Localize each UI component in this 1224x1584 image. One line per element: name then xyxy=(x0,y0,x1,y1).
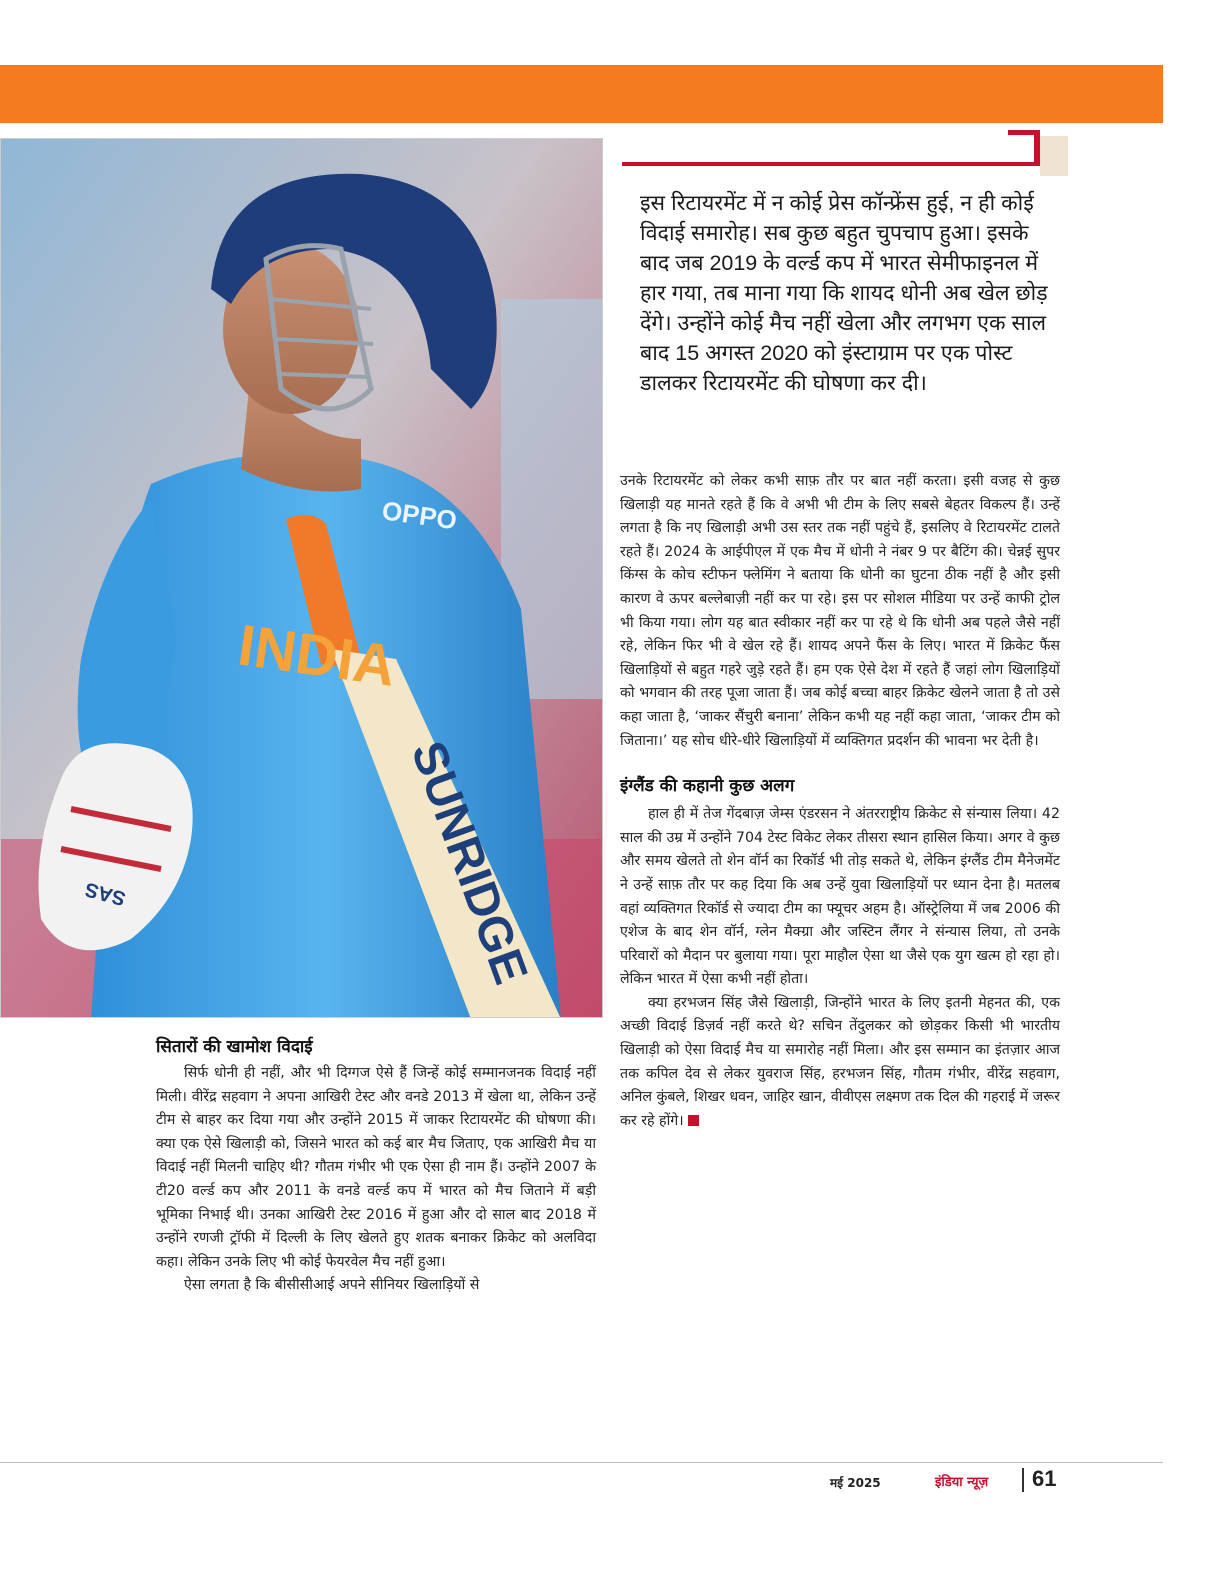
page-footer xyxy=(830,1468,1070,1496)
body-paragraph xyxy=(620,992,1060,1134)
body-paragraph: ऐसा लगता है कि बीसीसीआई अपने सीनियर खिलाड़ियों से xyxy=(184,1277,480,1294)
body-paragraph: सिर्फ धोनी ही नहीं, और भी दिग्गज ऐसे हैं जिन्हें कोई सम्मानजनक विदाई नहीं मिली। वीरेंद्र सहवाग ने अपना आखिरी टेस्ट और वनडे 2013 में खेला था, लेकिन उन्हें टीम से बाहर कर दिया गया और उन्होंने 2015 में जाकर रिटायरमेंट की घोषणा की। क्या एक ऐसे खिलाड़ी को, जिसने भारत को कई बार मैच जिताए, एक आखिरी मैच या विदाई नहीं मिलनी चाहिए थी? गौतम गंभीर भी एक ऐसा ही नाम हैं। उन्होंने 2007 के टी20 वर्ल्ड कप और 2011 के वनडे वर्ल्ड कप में भारत को मैच जिताने में बड़ी भूमिका निभाई थी। उनका आखिरी टेस्ट 2016 में हुआ और दो साल बाद 2018 में उन्होंने रणजी ट्रॉफी में दिल्ली के लिए खेलते हुए शतक बनाकर क्रिकेट को अलविदा कहा। लेकिन उनके लिए भी कोई फेयरवेल मैच नहीं हुआ। xyxy=(156,1065,596,1270)
pullquote-corner-decoration xyxy=(622,130,1068,176)
body-paragraph: उनके रिटायरमेंट को लेकर कभी साफ़ तौर पर बात नहीं करता। इसी वजह से कुछ खिलाड़ी यह मानते रहते हैं कि वे अभी भी टीम के लिए सबसे बेहतर विकल्प हैं। उन्हें लगता है कि नए खिलाड़ी अभी उस स्तर तक नहीं पहुंचे हैं, इसलिए वे रिटायरमेंट टालते रहते हैं। 2024 के आईपीएल में एक मैच में धोनी ने नंबर 9 पर बैटिंग की। चेन्नई सुपर किंग्स के कोच स्टीफन फ्लेमिंग ने बताया कि धोनी का घुटना ठीक नहीं है और इसी कारण वे ऊपर बल्लेबाज़ी नहीं कर पा रहे। इस पर सोशल मीडिया पर उन्हें काफी ट्रोल भी किया गया। लोग यह बात स्वीकार नहीं कर पा रहे थे कि धोनी अब पहले जैसे नहीं रहे, लेकिन फिर भी वे खेल रहे हैं। शायद अपने फैंस के लिए। भारत में क्रिकेट फैंस खिलाड़ियों से बहुत गहरे जुड़े रहते हैं। हम एक ऐसे देश में रहते हैं जहां लोग खिलाड़ियों को भगवान की तरह पूजा जाता हैं। जब कोई बच्चा बाहर क्रिकेट खेलने जाता है तो उसे कहा जाता है, ‘जाकर सैंचुरी बनाना’ लेकिन कभी यह नहीं कहा जाता, ‘जाकर टीम को जिताना।’ यह सोच धीरे-धीरे खिलाड़ियों में व्यक्तिगत प्रदर्शन की भावना भर देती है। xyxy=(620,473,1060,749)
page-number: 61 xyxy=(1032,1466,1057,1491)
end-of-article-mark xyxy=(688,1115,699,1126)
glove-brand-text: SAS xyxy=(82,877,129,910)
bat-brand-text: SUNRIDGE xyxy=(400,734,538,991)
body-paragraph-text: क्या हरभजन सिंह जैसे खिलाड़ी, जिन्होंने भारत के लिए इतनी मेहनत की, एक अच्छी विदाई डिज़र्व नहीं करते थे? सचिन तेंदुलकर को छोड़कर किसी भी भारतीय खिलाड़ी को ऐसा विदाई मैच या समारोह नहीं मिला। और इस सम्मान का इंतज़ार आज तक कपिल देव से लेकर युवराज सिंह, हरभजन सिंह, गौतम गंभीर, वीरेंद्र सहवाग, अनिल कुंबले, शिखर धवन, जाहिर खान, वीवीएस लक्ष्मण तक दिल की गहराई में जरूर कर रहे होंगे। xyxy=(620,994,1060,1129)
pull-quote: इस रिटायरमेंट में न कोई प्रेस कॉन्फ्रेंस हुई, न ही कोई विदाई समारोह। सब कुछ बहुत चुपचाप हुआ। इसके बाद जब 2019 के वर्ल्ड कप में भारत सेमीफाइनल में हार गया, तब माना गया कि शायद धोनी अब खेल छोड़ देंगे। उन्होंने कोई मैच नहीं खेला और लगभग एक साल बाद 15 अगस्त 2020 को इंस्टाग्राम पर एक पोस्ट डालकर रिटायरमेंट की घोषणा कर दी। xyxy=(640,191,1048,395)
section-heading: सितारों की खामोश विदाई xyxy=(156,1037,313,1057)
footer-separator xyxy=(1022,1468,1024,1492)
jersey-text: INDIA xyxy=(234,612,400,699)
right-column xyxy=(620,470,1060,1133)
footer-rule xyxy=(0,1462,1163,1463)
left-column xyxy=(156,1034,596,1298)
body-paragraph: हाल ही में तेज गेंदबाज़ जेम्स एंडरसन ने अंतरराष्ट्रीय क्रिकेट से संन्यास लिया। 42 साल की उम्र में उन्होंने 704 टेस्ट विकेट लेकर तीसरा स्थान हासिल किया। अगर वे कुछ और समय खेलते तो शेन वॉर्न का रिकॉर्ड भी तोड़ सकते थे, लेकिन इंग्लैंड टीम मैनेजमेंट ने उन्हें साफ़ तौर पर कह दिया कि अब उन्हें युवा खिलाड़ियों पर ध्यान देना है। मतलब वहां व्यक्तिगत रिकॉर्ड से ज्यादा टीम का फ्यूचर अहम है। ऑस्ट्रेलिया में जब 2006 की एशेज के बाद शेन वॉर्न, ग्लेन मैक्ग्रा और जस्टिन लैंगर ने संन्यास लिया, तो उनके परिवारों को मैदान पर बुलाया गया। पूरा माहौल ऐसा था जैसे एक युग खत्म हो रहा हो। लेकिन भारत में ऐसा कभी नहीं होता। xyxy=(620,806,1060,988)
cricketer-photo xyxy=(0,138,603,1018)
magazine-logo: इंडिया न्यूज़ xyxy=(935,1475,989,1490)
jersey-sponsor-text: OPPO xyxy=(380,495,459,536)
issue-date: मई 2025 xyxy=(830,1476,881,1490)
section-heading: इंग्लैंड की कहानी कुछ अलग xyxy=(620,776,795,797)
header-orange-band xyxy=(0,65,1163,123)
